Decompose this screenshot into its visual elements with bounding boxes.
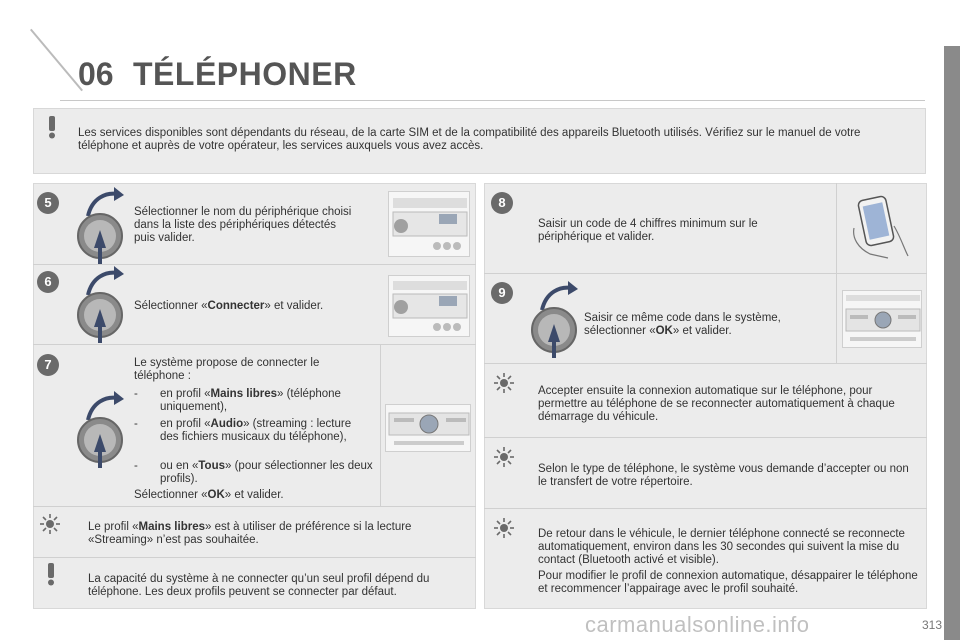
notice-panel — [33, 108, 926, 174]
tip-left-1-text: Le profil «Mains libres» est à utiliser de préférence si la lecture «Streaming» n’est pas souhaitée. — [88, 521, 412, 546]
step-8-text: Saisir un code de 4 chiffres minimum sur le périphérique et valider. — [538, 218, 758, 243]
step-badge-7: 7 — [37, 354, 59, 376]
step-5-text: Sélectionner le nom du périphérique choisi dans la liste des périphériques détectés puis valider. — [134, 206, 352, 244]
step-7-bullet-dash: - — [134, 460, 138, 472]
step-7-bullet-3: ou en «Tous» (pour sélectionner les deux profils). — [160, 460, 373, 485]
right-divider — [484, 437, 927, 438]
step-8-vdivider — [836, 183, 837, 273]
step-9-text: Saisir ce même code dans le système, sélectionner «OK» et valider. — [584, 312, 781, 337]
step-7-intro: Le système propose de connecter le téléphone : — [134, 357, 320, 382]
left-divider — [33, 344, 476, 345]
radio-panel-image — [388, 191, 470, 257]
warning-icon — [43, 562, 59, 586]
step-7-bullet-dash: - — [134, 418, 138, 430]
right-divider — [484, 273, 927, 274]
rotate-knob-icon — [74, 186, 126, 266]
page-number: 313 — [921, 618, 942, 632]
step-7-bullet-1: en profil «Mains libres» (téléphone uniquement), — [160, 388, 341, 413]
header-diagonal — [30, 29, 83, 92]
phone-in-hand-icon — [848, 192, 910, 262]
rotate-knob-icon — [74, 265, 126, 345]
step-7-bullet-dash: - — [134, 388, 138, 400]
side-tab-bar — [944, 46, 960, 640]
step-6-text: Sélectionner «Connecter» et valider. — [134, 300, 324, 312]
step-9-vdivider — [836, 273, 837, 363]
step-7-vdivider — [380, 344, 381, 506]
step-badge-9: 9 — [491, 282, 513, 304]
chapter-number: 06 — [78, 56, 114, 92]
tip-light-icon — [494, 518, 514, 538]
tip-right-1-text: Accepter ensuite la connexion automatique sur le téléphone, pour permettre au téléphone de se reconnecter automatiquement à chaque démarrage du véhicule. — [538, 385, 895, 423]
header-rule — [60, 100, 925, 101]
step-badge-6: 6 — [37, 271, 59, 293]
step-7-end: Sélectionner «OK» et valider. — [134, 489, 284, 501]
watermark: carmanualsonline.info — [585, 612, 810, 637]
notice-text: Les services disponibles sont dépendants du réseau, de la carte SIM et de la compatibilité des appareils Bluetooth utilisés. Vérifiez sur le manuel de votre téléphone et auprès de votre opérateur, les services auxquels vous avez accès. — [78, 127, 861, 152]
step-badge-8: 8 — [491, 192, 513, 214]
chapter-title: TÉLÉPHONER — [133, 56, 357, 92]
tip-right-3b-text: Pour modifier le profil de connexion automatique, désappairer le téléphone et recommencer l’appairage avec le profil souhaité. — [538, 570, 918, 595]
right-divider — [484, 508, 927, 509]
tip-right-2-text: Selon le type de téléphone, le système vous demande d’accepter ou non le transfert de votre répertoire. — [538, 463, 909, 488]
warning-left-text: La capacité du système à ne connecter qu’un seul profil dépend du téléphone. Les deux profils peuvent se connecter par défaut. — [88, 573, 430, 598]
radio-panel-image — [385, 404, 471, 452]
tip-light-icon — [494, 447, 514, 467]
tip-right-3a-text: De retour dans le véhicule, le dernier téléphone connecté se reconnecte automatiquement, environ dans les 30 secondes qui suivent la mise du contact (Bluetooth activé et visible). — [538, 528, 905, 566]
step-7-bullet-2: en profil «Audio» (streaming : lecture des fichiers musicaux du téléphone), — [160, 418, 352, 443]
warning-icon — [44, 115, 60, 139]
radio-panel-image — [842, 290, 922, 348]
radio-panel-image — [388, 275, 470, 337]
left-divider — [33, 557, 476, 558]
tip-light-icon — [494, 373, 514, 393]
rotate-knob-icon — [528, 280, 580, 360]
left-divider — [33, 506, 476, 507]
tip-light-icon — [40, 514, 60, 534]
step-badge-5: 5 — [37, 192, 59, 214]
right-divider — [484, 363, 927, 364]
rotate-knob-icon — [74, 390, 126, 470]
